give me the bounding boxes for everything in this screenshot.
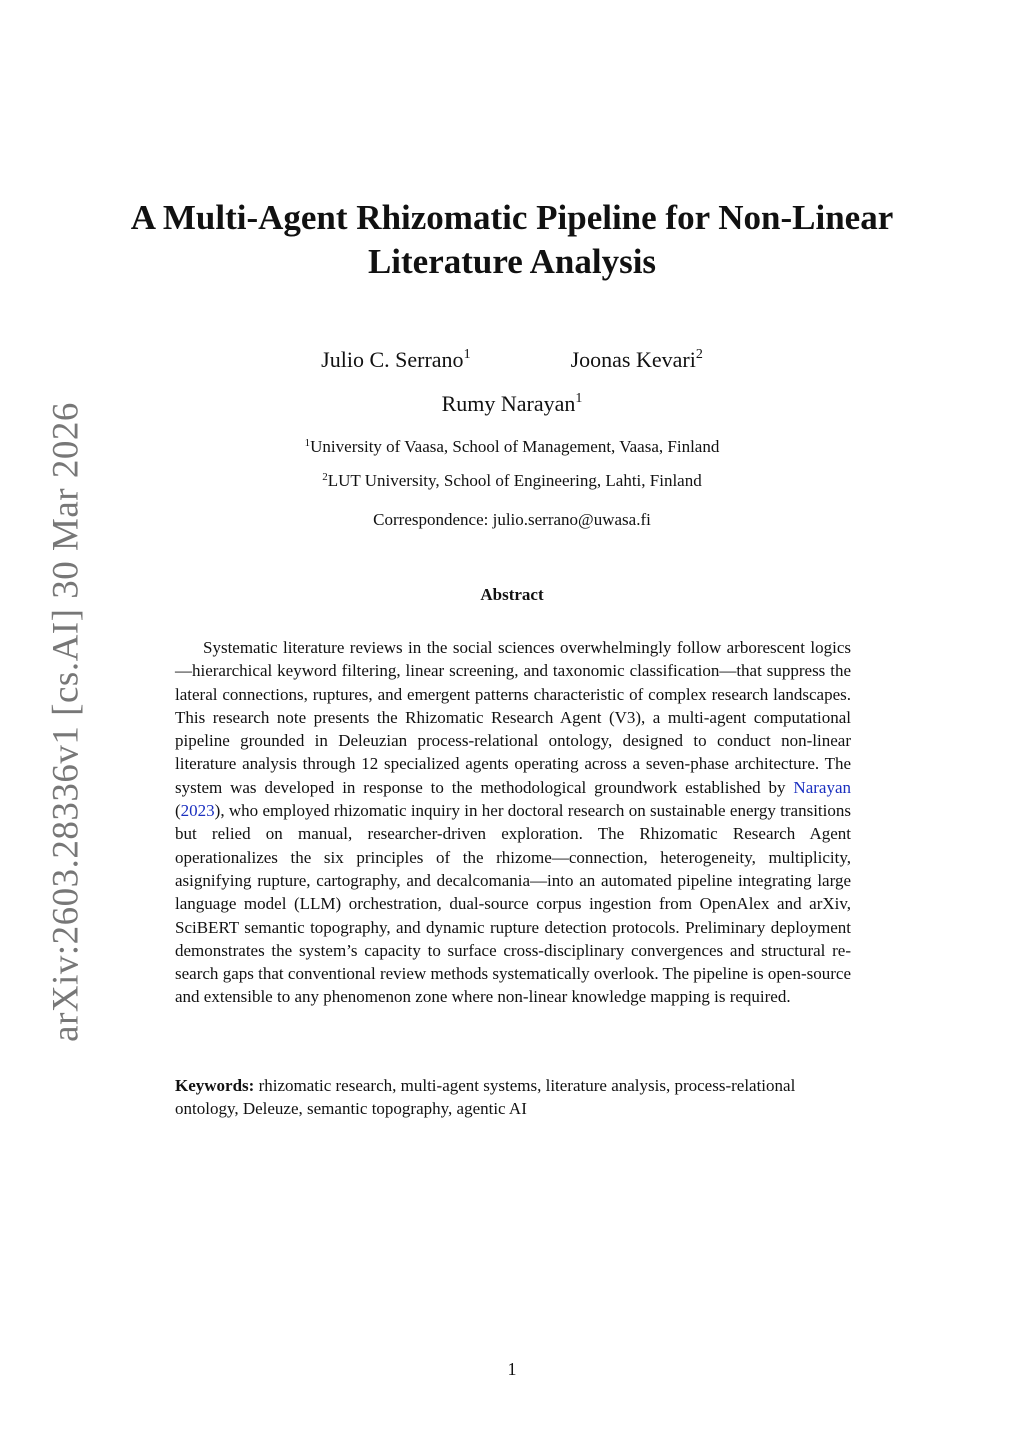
abstract-text-part-2: ), who employed rhizomatic inquiry in her doctoral research on sustainable energy transitions but relied on manual, researcher-driven exploration. The Rhizomatic Research Agent operationalizes the six principles of the rhizome—connection, heterogeneity, multiplicity, asignifying rupture, cartography, and decalcomania—into an automated pipeline integrating large language model (LLM) orchestration, dual-source corpus ingestion from OpenAlex and arXiv, SciBERT semantic topography, and dynamic rupture detection protocols. Preliminary deployment demonstrates the system’s capacity to surface cross-disciplinary convergences and structural research gaps that conventional review methods systematically overlook. The pipeline is open-source and extensible to any phenomenon zone where non-linear knowledge mapping is required. (175, 801, 851, 1007)
paper-title (0, 196, 1024, 284)
author-1 (321, 345, 470, 375)
affiliation-number: 1 (304, 437, 311, 449)
author-affiliation-mark: 2 (695, 347, 703, 362)
citation-open-paren: ( (175, 801, 181, 821)
abstract-text-part-1: Systematic literature reviews in the social sciences overwhelmingly follow arborescent logics—hierarchical keyword filtering, linear screening, and taxonomic classification—that suppress the lateral connections, ruptures, and emergent patterns characteristic of complex research landscapes. This research note presents the Rhizomatic Research Agent (V3), a multi-agent computational pipeline grounded in Deleuzian process-relational ontology, designed to conduct non-linear literature analysis through 12 specialized agents operating across a seven-phase architecture. The system was developed in response to the methodological groundwork established by (175, 638, 851, 797)
arxiv-identifier-stamp[interactable]: arXiv:2603.28336v1 [cs.AI] 30 Mar 2026 (45, 402, 87, 1042)
author-name: Joonas Kevari (570, 347, 696, 372)
keywords-label: Keywords: (175, 1076, 255, 1095)
author-affiliation-mark: 1 (463, 347, 471, 362)
author-2 (571, 345, 703, 375)
author-name: Rumy Narayan (441, 391, 576, 416)
keywords-text: rhizomatic research, multi-agent systems, literature analysis, process-relational ontology, Deleuze, semantic topography, agentic AI (175, 1076, 796, 1119)
affiliation-2 (0, 470, 1024, 492)
abstract-body (175, 636, 851, 1009)
paper-title-line-2: Literature Analysis (367, 242, 657, 281)
page-number: 1 (507, 1359, 517, 1379)
author-3 (442, 389, 583, 419)
citation-year-link[interactable]: 2023 (180, 801, 215, 821)
affiliation-number: 2 (322, 471, 328, 483)
authors-row-2 (0, 389, 1024, 419)
paper-title-line-1: A Multi-Agent Rhizomatic Pipeline for Non-Linear (130, 198, 894, 237)
keywords-section (175, 1074, 855, 1121)
affiliation-text: University of Vaasa, School of Management, Vaasa, Finland (310, 437, 720, 456)
affiliation-1 (0, 436, 1024, 458)
author-name: Julio C. Serrano (321, 347, 464, 372)
affiliation-text: LUT University, School of Engineering, Lahti, Finland (327, 471, 702, 490)
citation-author-link[interactable]: Narayan (793, 777, 851, 797)
correspondence-line: Correspondence: julio.serrano@uwasa.fi (373, 510, 651, 529)
author-affiliation-mark: 1 (575, 391, 583, 406)
abstract-heading: Abstract (480, 585, 544, 604)
authors-row-1 (0, 345, 1024, 375)
